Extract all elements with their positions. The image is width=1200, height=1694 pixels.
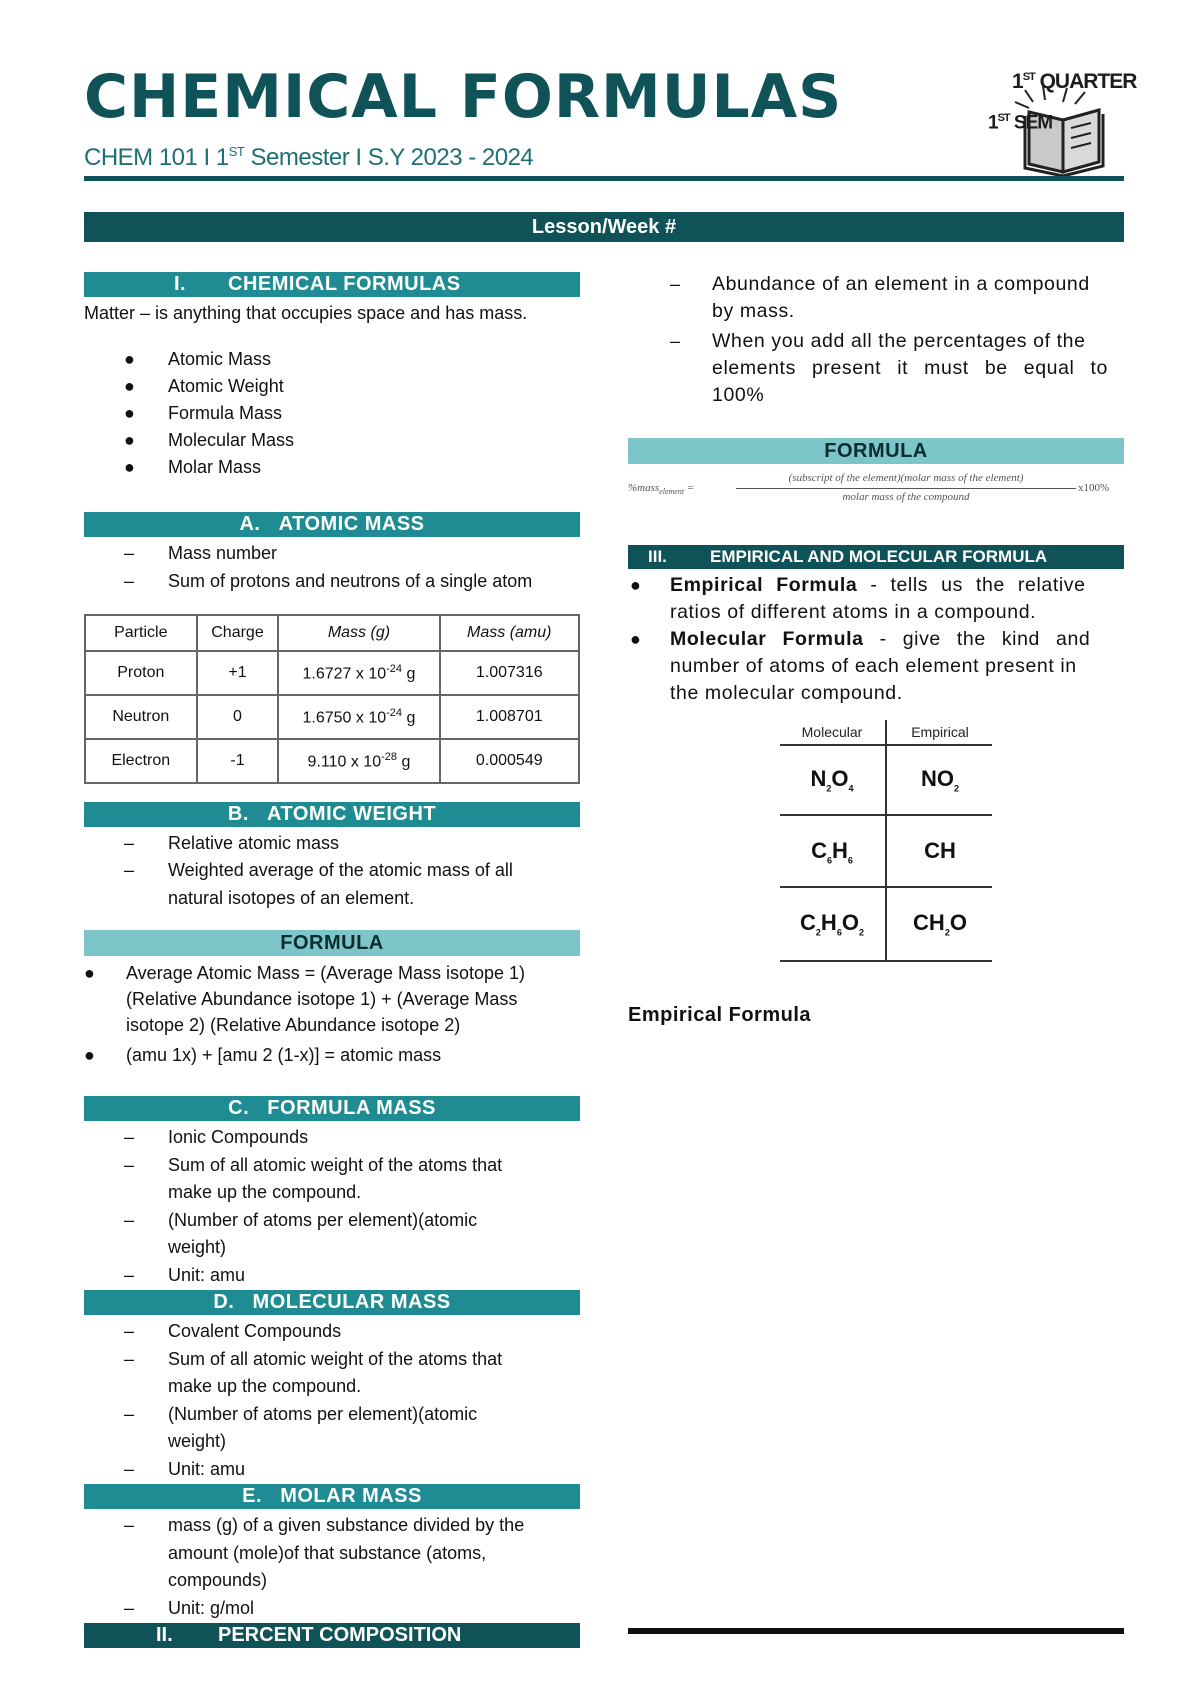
col-header: Particle xyxy=(85,615,197,651)
formula-line: (amu 1x) + [amu 2 (1-x)] = atomic mass xyxy=(126,1045,442,1065)
list-item: Unit: amu xyxy=(168,1459,246,1479)
column-end-rule xyxy=(628,1628,1124,1634)
list-item-continuation xyxy=(168,1540,486,1566)
section-empirical-molecular xyxy=(628,545,1124,569)
lesson-week-bar: Lesson/Week # xyxy=(84,212,1124,242)
bullet-icon: ● xyxy=(124,349,135,369)
dash-icon: – xyxy=(124,1459,135,1479)
matter-def: – is anything that occupies space and has mass. xyxy=(135,303,528,323)
list-item xyxy=(168,1512,524,1538)
definition-continuation: number of atoms of each element present in xyxy=(670,655,1077,677)
dash-icon: – xyxy=(124,1265,135,1285)
emphasis: (Number of atoms xyxy=(168,1210,313,1230)
table-column-divider xyxy=(885,720,887,962)
list-item: Atomic Weight xyxy=(168,376,284,396)
list-item xyxy=(168,1401,477,1427)
equals-sign: = xyxy=(684,482,695,494)
section-title: PERCENT COMPOSITION xyxy=(218,1624,462,1646)
formula-ch: CH xyxy=(924,838,956,863)
matter-definition xyxy=(84,300,527,326)
section-molar-mass xyxy=(84,1484,580,1509)
list-item: Mass number xyxy=(168,543,278,563)
section-molecular-mass xyxy=(84,1290,580,1315)
formula-no2: $NO_2$ xyxy=(920,766,959,794)
section-number: II. xyxy=(156,1624,173,1646)
fraction-bar xyxy=(736,488,1076,489)
emphasis: Sum of all atomic weight xyxy=(168,1349,364,1369)
particle-table xyxy=(84,614,580,784)
list-item: Atomic Mass xyxy=(168,349,272,369)
cell-particle: Proton xyxy=(85,651,197,695)
list-item-continuation: weight) xyxy=(168,1237,227,1257)
dash-icon: – xyxy=(124,860,135,880)
formula-label-bar: FORMULA xyxy=(628,438,1124,464)
table-row xyxy=(85,695,579,739)
mass-exp: -28 xyxy=(381,750,397,763)
cell-charge: -1 xyxy=(197,739,279,783)
list-item xyxy=(168,857,513,883)
formula-n2o4: $N_2O_4$ xyxy=(810,766,854,794)
list-item: Unit: g/mol xyxy=(168,1598,255,1618)
list-item-continuation: make up the compound. xyxy=(168,1376,362,1396)
sem-sup: ST xyxy=(997,112,1010,124)
table-rule xyxy=(780,814,992,816)
table-header-row xyxy=(85,615,579,651)
bullet-icon: ● xyxy=(630,575,641,595)
list-item: Formula Mass xyxy=(168,403,283,423)
list-item-continuation: by mass. xyxy=(712,300,795,322)
emphasis: amount (mole) xyxy=(168,1543,285,1563)
mass-base: 1.6750 x 10 xyxy=(302,709,387,727)
dash-icon: – xyxy=(124,1210,135,1230)
list-item-continuation: compounds) xyxy=(168,1570,268,1590)
formula-c6h6: $C_6H_6$ xyxy=(811,838,853,866)
table-rule xyxy=(780,886,992,888)
term: Empirical Formula xyxy=(670,574,858,596)
section-title: MOLECULAR MASS xyxy=(252,1291,451,1313)
table-row xyxy=(85,739,579,783)
bullet-icon: ● xyxy=(124,430,135,450)
section-title: ATOMIC MASS xyxy=(278,513,425,535)
section-number: E. xyxy=(242,1485,263,1507)
section-formula-mass xyxy=(84,1096,580,1121)
emphasis: of that substance xyxy=(284,1543,422,1563)
lhs-term: %mass xyxy=(628,482,660,494)
section-number: B. xyxy=(227,803,249,825)
list-item: Ionic Compounds xyxy=(168,1127,309,1147)
equation-lhs xyxy=(628,482,694,496)
col-header: Mass (amu) xyxy=(440,615,579,651)
col-header: Charge xyxy=(197,615,279,651)
equation-numerator: (subscript of the element)(molar mass of the element) xyxy=(788,472,1024,484)
equation-multiplier: x100% xyxy=(1078,482,1110,494)
mass-base: 1.6727 x 10 xyxy=(302,665,387,683)
table-row xyxy=(85,651,579,695)
bullet-icon: ● xyxy=(124,403,135,423)
list-item: Covalent Compounds xyxy=(168,1321,342,1341)
list-item: When you add all the percentages of the xyxy=(712,330,1086,352)
text-rest: per element)(atomic xyxy=(312,1404,478,1424)
section-number: D. xyxy=(213,1291,235,1313)
mass-unit: g xyxy=(402,709,416,727)
section-title: EMPIRICAL AND MOLECULAR FORMULA xyxy=(710,547,1048,566)
list-item-continuation: weight) xyxy=(168,1431,227,1451)
section-title: ATOMIC WEIGHT xyxy=(267,803,437,825)
cell-charge: 0 xyxy=(197,695,279,739)
equation-denominator: molar mass of the compound xyxy=(842,491,970,503)
page-title: CHEMICAL FORMULAS xyxy=(84,62,843,132)
bullet-icon: ● xyxy=(84,963,95,983)
cell-mass-amu: 1.008701 xyxy=(440,695,579,739)
quarter-sup: ST xyxy=(1022,71,1035,83)
emphasis: mass (g) xyxy=(168,1515,239,1535)
dash-icon: – xyxy=(124,1321,135,1341)
formula-line: isotope 2) (Relative Abundance isotope 2) xyxy=(126,1015,461,1035)
definition: - tells us the relative xyxy=(857,574,1086,596)
section-number: C. xyxy=(228,1097,250,1119)
sem-num: 1 xyxy=(988,112,998,134)
mass-unit: g xyxy=(397,753,411,771)
text-rest: of the atoms that xyxy=(363,1155,503,1175)
list-item: Unit: amu xyxy=(168,1265,246,1285)
definition-continuation: ratios of different atoms in a compound. xyxy=(670,601,1037,623)
list-item xyxy=(168,1152,502,1178)
course-subtitle xyxy=(84,144,533,172)
list-item xyxy=(168,1207,477,1233)
list-item: Molar Mass xyxy=(168,457,262,477)
percent-mass-equation xyxy=(628,470,1124,510)
cell-mass-amu: 1.007316 xyxy=(440,651,579,695)
bullet-icon: ● xyxy=(124,457,135,477)
dash-icon: – xyxy=(124,1598,135,1618)
subtitle-rest: Semester I S.Y 2023 - 2024 xyxy=(244,144,534,171)
section-percent-composition xyxy=(84,1623,580,1648)
list-item-continuation: make up the compound. xyxy=(168,1182,362,1202)
sem-badge xyxy=(988,112,1052,134)
matter-term: Matter xyxy=(84,303,136,323)
mass-base: 9.110 x 10 xyxy=(307,753,382,771)
bullet-icon: ● xyxy=(84,1045,95,1065)
quarter-badge xyxy=(1012,70,1136,94)
quarter-num: 1 xyxy=(1012,70,1023,93)
subtitle-course: CHEM 101 I 1 xyxy=(84,144,229,171)
section-chemical-formulas xyxy=(84,272,580,297)
definition-molecular xyxy=(670,626,1090,653)
list-item-continuation: elements present it must be equal to xyxy=(712,357,1108,379)
section-atomic-weight xyxy=(84,802,580,827)
formula-c2h6o2: $C_2H_6O_2$ xyxy=(800,910,864,938)
sem-word: SEM xyxy=(1009,112,1053,134)
dash-icon: – xyxy=(670,331,681,351)
dash-icon: – xyxy=(124,1127,135,1147)
list-item: Sum of protons and neutrons of a single atom xyxy=(168,571,533,591)
dash-icon: – xyxy=(124,1155,135,1175)
col-header-molecular: Molecular xyxy=(801,724,863,740)
col-header: Mass (g) xyxy=(278,615,439,651)
table-rule xyxy=(780,960,992,962)
section-number: III. xyxy=(648,547,667,566)
dash-icon: – xyxy=(124,1349,135,1369)
text-rest: per element)(atomic xyxy=(312,1210,478,1230)
subtitle-sup: ST xyxy=(228,144,245,159)
mass-exp: -24 xyxy=(386,706,403,719)
dash-icon: – xyxy=(670,274,681,294)
cell-charge: +1 xyxy=(197,651,279,695)
formula-line: Average Atomic Mass = (Average Mass isotope 1) xyxy=(126,963,526,983)
text-rest: of a given substance divided by the xyxy=(238,1515,525,1535)
definition-empirical xyxy=(670,572,1086,599)
molecular-empirical-table xyxy=(780,720,992,964)
list-item: Relative atomic mass xyxy=(168,833,340,853)
emphasis: Sum of all atomic weight xyxy=(168,1155,364,1175)
cell-mass-g xyxy=(278,695,439,739)
cell-mass-g xyxy=(278,651,439,695)
list-item-continuation: natural isotopes of an element. xyxy=(168,888,415,908)
emphasis: (Number of atoms xyxy=(168,1404,313,1424)
formula-ch2o: $CH_2O$ xyxy=(913,910,967,938)
cell-particle: Electron xyxy=(85,739,197,783)
formula-line: (Relative Abundance isotope 1) + (Average Mass xyxy=(126,989,518,1009)
text-rest: of the atoms that xyxy=(363,1349,503,1369)
section-number: I. xyxy=(174,273,187,295)
list-item-continuation: 100% xyxy=(712,384,765,406)
dash-icon: – xyxy=(124,1515,135,1535)
text-rest: (atoms, xyxy=(421,1543,487,1563)
term: Molecular Formula xyxy=(670,628,864,650)
mass-exp: -24 xyxy=(386,662,403,675)
section-title: FORMULA MASS xyxy=(267,1097,436,1119)
dash-icon: – xyxy=(124,543,135,563)
dash-icon: – xyxy=(124,1404,135,1424)
header-divider xyxy=(84,176,1124,181)
dash-icon: – xyxy=(124,571,135,591)
definition: - give the kind and xyxy=(863,628,1091,650)
bullet-icon: ● xyxy=(124,376,135,396)
list-item: Abundance of an element in a compound xyxy=(712,273,1090,295)
list-item: Molecular Mass xyxy=(168,430,295,450)
quarter-word: QUARTER xyxy=(1034,70,1137,93)
col-header-empirical: Empirical xyxy=(911,724,969,740)
emphasis: Weighted average xyxy=(168,860,314,880)
section-number: A. xyxy=(239,513,261,535)
lhs-sub: element xyxy=(659,487,685,497)
section-atomic-mass xyxy=(84,512,580,537)
definition-continuation: the molecular compound. xyxy=(670,682,903,704)
text-rest: of the atomic mass of all xyxy=(313,860,513,880)
mass-unit: g xyxy=(402,665,416,683)
cell-particle: Neutron xyxy=(85,695,197,739)
list-item xyxy=(168,1346,502,1372)
dash-icon: – xyxy=(124,833,135,853)
empirical-formula-heading: Empirical Formula xyxy=(628,1004,811,1026)
formula-label-bar: FORMULA xyxy=(84,930,580,956)
cell-mass-amu: 0.000549 xyxy=(440,739,579,783)
cell-mass-g xyxy=(278,739,439,783)
section-title: CHEMICAL FORMULAS xyxy=(228,273,461,295)
bullet-icon: ● xyxy=(630,629,641,649)
section-title: MOLAR MASS xyxy=(280,1485,422,1507)
